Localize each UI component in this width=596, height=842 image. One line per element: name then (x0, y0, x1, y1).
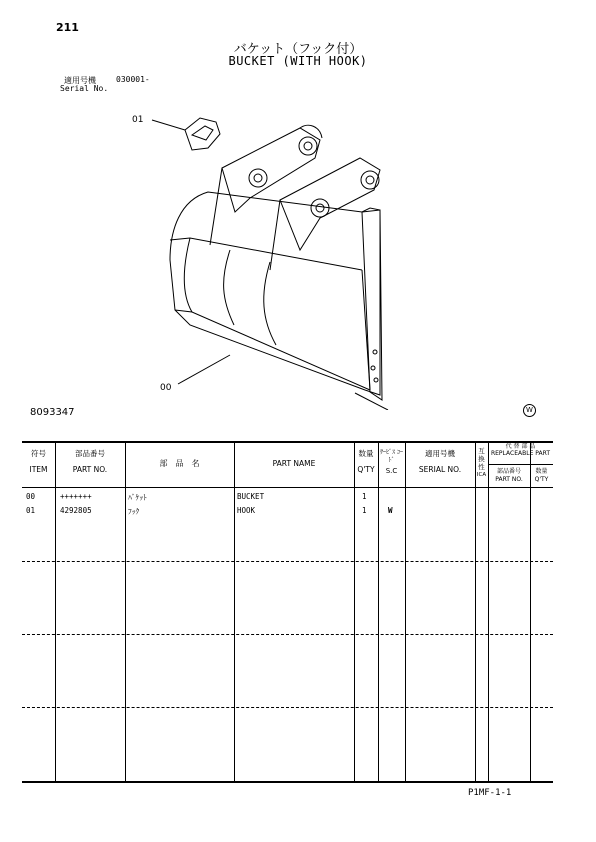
page-title-jp: バケット（フック付） (233, 42, 363, 57)
header-replaceable: 代 替 部 品 REPLACEABLE PART (490, 443, 551, 457)
row-qty: 1 (362, 506, 367, 515)
w-mark-icon: W (523, 404, 536, 417)
serial-label-jp: 適用号機 (64, 76, 96, 85)
col-divider (405, 441, 406, 781)
header-name-en: PART NAME (272, 459, 316, 468)
parts-table (22, 441, 553, 783)
col-divider (530, 441, 531, 781)
row-item: 00 (26, 492, 36, 501)
drawing-number: 8093347 (30, 407, 75, 418)
col-divider (475, 441, 476, 781)
table-dashed-rule (22, 561, 553, 562)
header-qty: 数量 Q'TY (357, 449, 375, 474)
page-title-en: BUCKET (WITH HOOK) (228, 54, 368, 68)
bucket-illustration (130, 100, 420, 410)
row-name-jp: ﾊﾞｹｯﾄ (128, 493, 147, 502)
row-sc: W (388, 506, 393, 515)
row-name-en: BUCKET (237, 492, 265, 501)
header-serial: 適用号機 SERIAL NO. (418, 449, 462, 474)
col-divider (125, 441, 126, 781)
row-qty: 1 (362, 492, 367, 501)
table-dashed-rule (22, 634, 553, 635)
row-name-en: HOOK (237, 506, 256, 515)
col-divider (55, 441, 56, 781)
col-divider (234, 441, 235, 781)
table-header-rule (22, 487, 553, 488)
repl-sub-rule (488, 464, 553, 465)
header-name-jp: 部 品 名 (159, 459, 200, 468)
callout-00: 00 (160, 383, 172, 393)
col-divider (354, 441, 355, 781)
serial-value: 030001- (116, 75, 150, 84)
header-item: 符号 ITEM (29, 449, 48, 474)
row-part-no: 4292805 (60, 506, 92, 515)
row-item: 01 (26, 506, 36, 515)
hook-part (185, 118, 220, 150)
row-name-jp: ﾌｯｸ (128, 507, 140, 516)
table-dashed-rule (22, 707, 553, 708)
table-top-rule (22, 441, 553, 443)
serial-label-en: Serial No. (60, 84, 109, 93)
page-number: 211 (56, 21, 79, 34)
header-ica: 互換性 ICA (476, 447, 487, 478)
row-part-no: +++++++ (60, 492, 92, 501)
col-divider (378, 441, 379, 781)
header-repl-qty: 数量 Q'TY (534, 468, 549, 483)
col-divider (488, 441, 489, 781)
table-bottom-rule (22, 781, 553, 783)
footer-code: P1MF-1-1 (468, 788, 512, 798)
header-part-no: 部品番号 PART NO. (72, 449, 108, 474)
callout-01: 01 (132, 115, 144, 125)
header-service-code: ｻｰﾋﾞｽ ｺｰﾄﾞ S.C (380, 449, 403, 475)
header-repl-part-no: 部品番号 PART NO. (495, 468, 523, 483)
